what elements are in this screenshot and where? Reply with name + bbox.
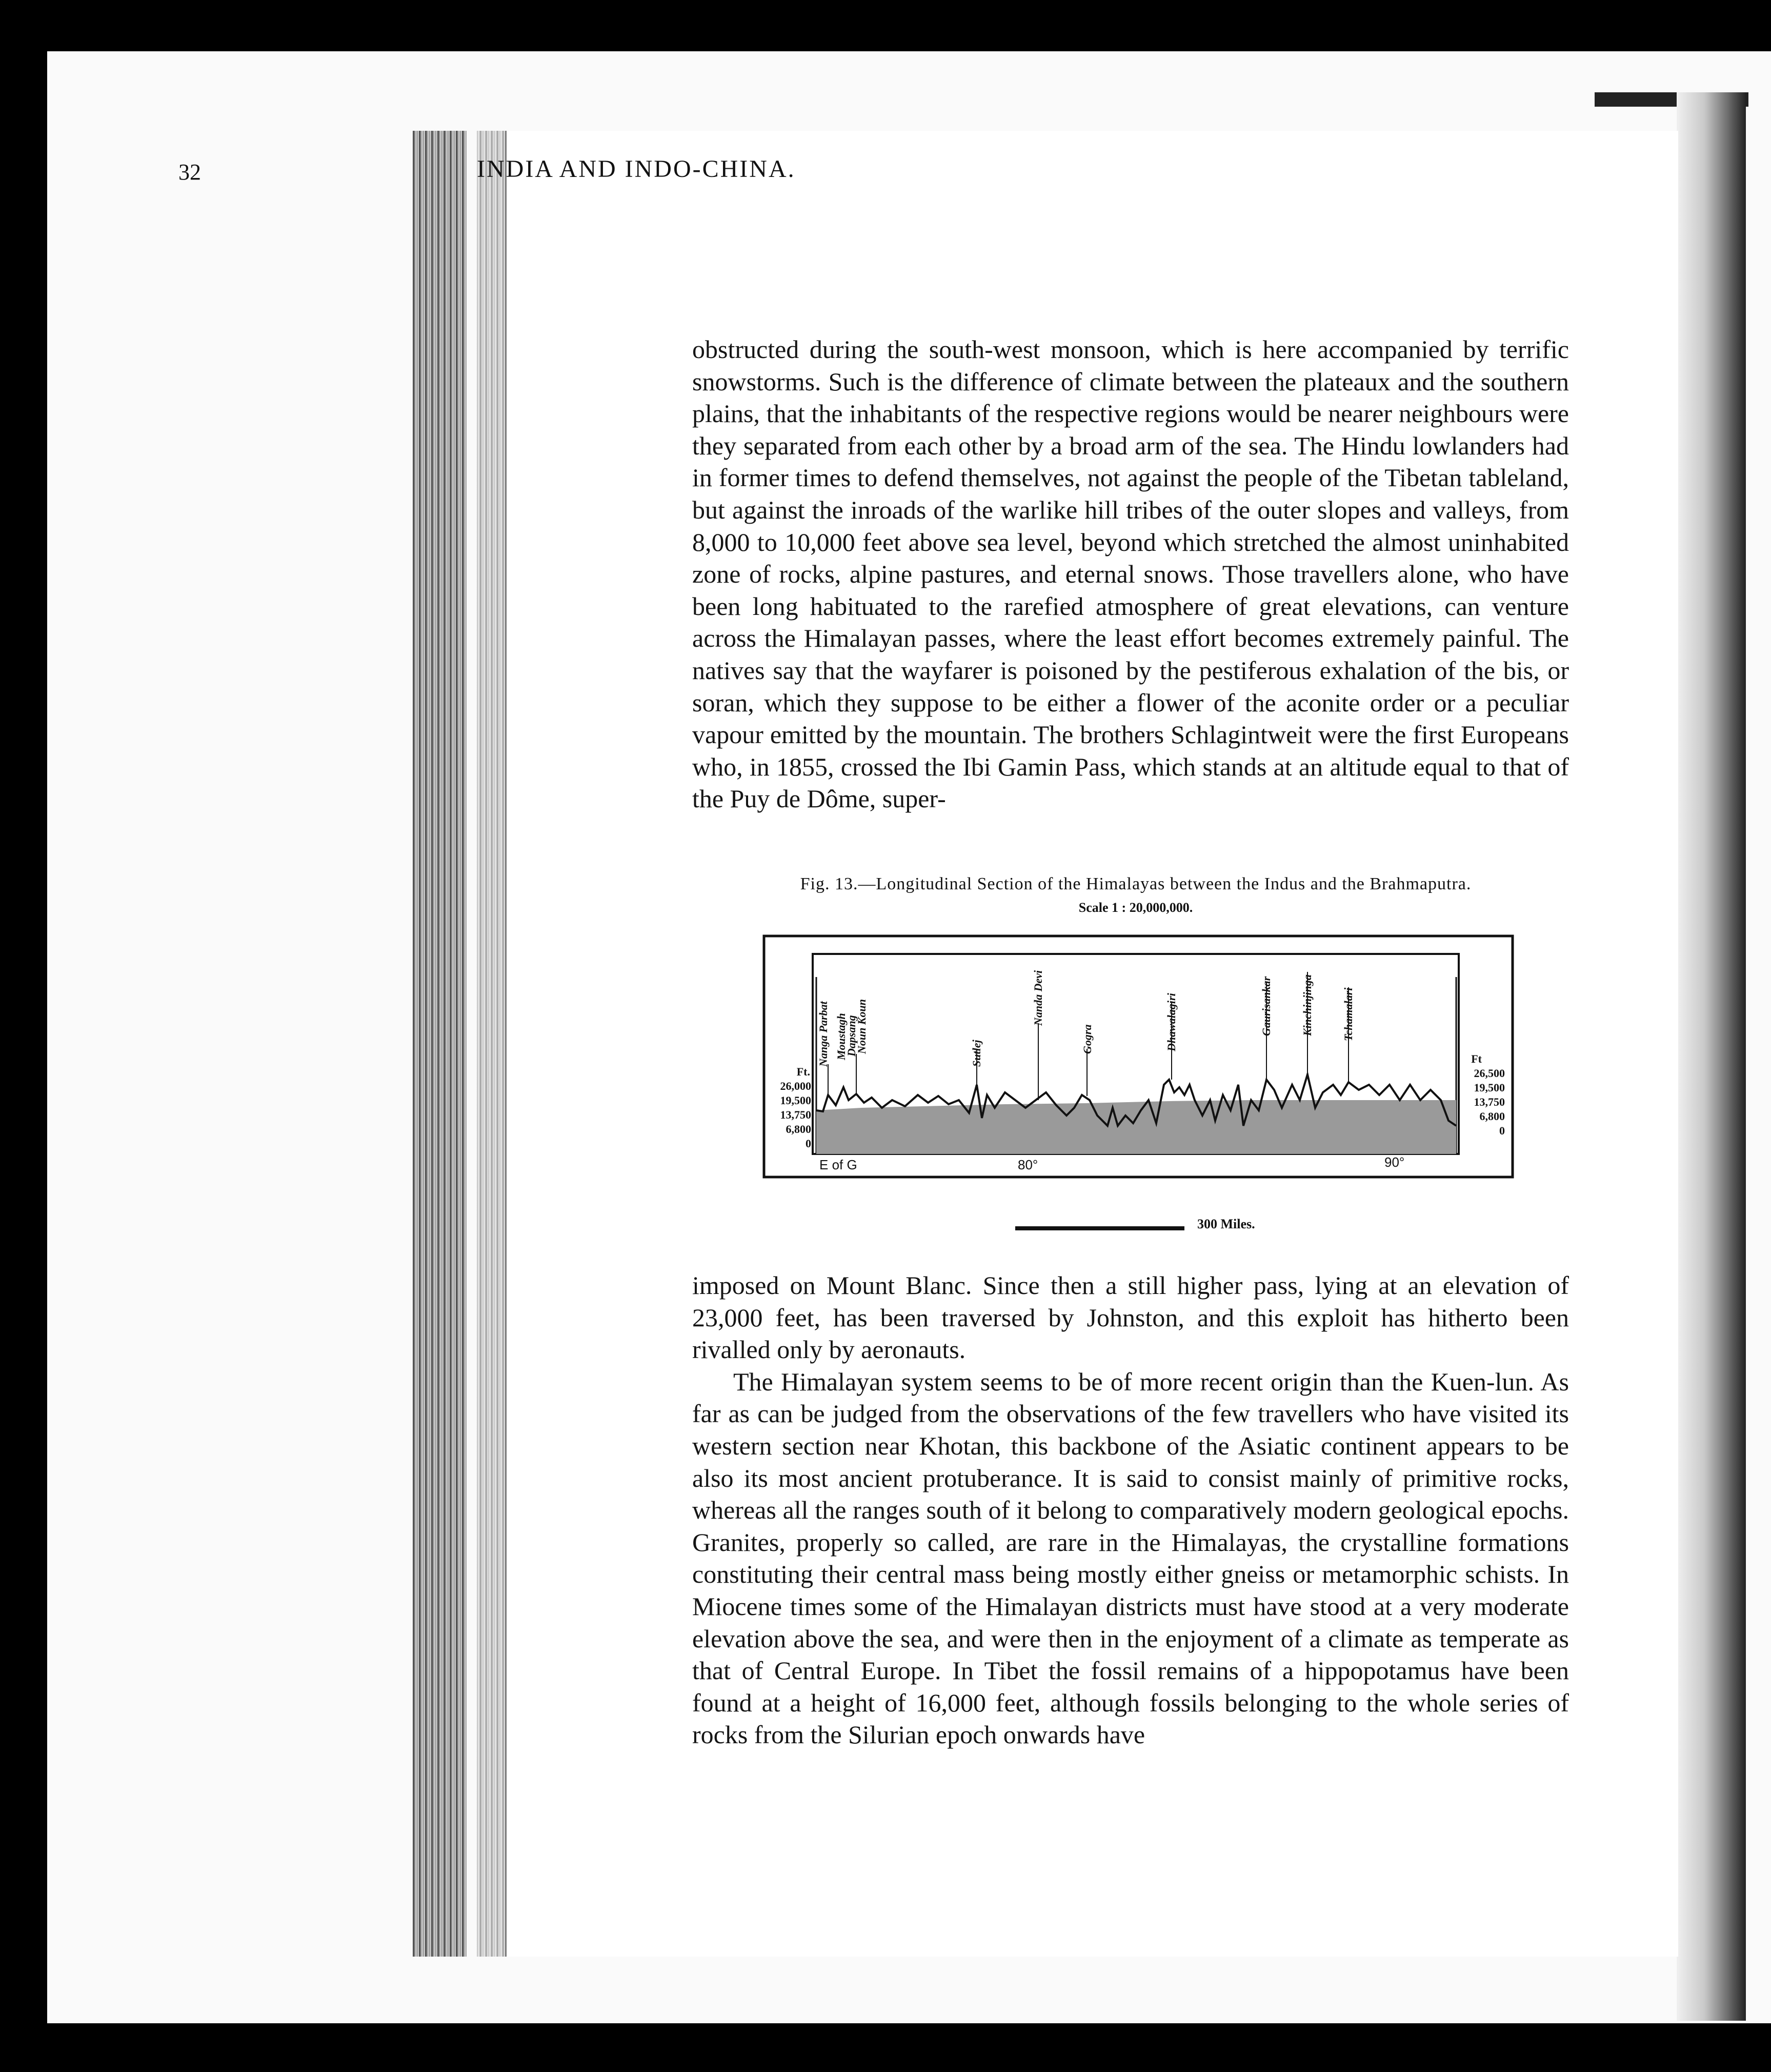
left-axis-tick: 0 xyxy=(806,1137,811,1150)
left-axis-tick: 19,500 xyxy=(780,1094,811,1107)
running-head: INDIA AND INDO-CHINA. xyxy=(477,155,796,183)
left-axis-tick: 6,800 xyxy=(786,1123,811,1135)
body-text-bottom xyxy=(692,1269,1569,1751)
peak-label: Nanda Devi xyxy=(1032,970,1044,1026)
himalaya-section-figure xyxy=(759,931,1518,1182)
peak-label: Dapsang xyxy=(845,1015,858,1057)
figure-caption: Fig. 13.—Longitudinal Section of the Himalayas between the Indus and the Brahmaputra. xyxy=(800,874,1472,893)
left-axis-labels xyxy=(780,1065,812,1150)
peak-label: Noun Koun xyxy=(855,999,868,1054)
peak-label: Dhawalagiri xyxy=(1165,993,1178,1051)
peak-label: Gaurisankar xyxy=(1260,976,1273,1036)
right-axis-tick: 26,500 xyxy=(1474,1067,1505,1080)
peak-label: Tchamalari xyxy=(1342,987,1355,1041)
left-axis-tick: 13,750 xyxy=(780,1108,811,1121)
right-axis-tick: 0 xyxy=(1499,1124,1505,1137)
book-page-edges-inner xyxy=(477,131,505,1957)
scale-bar-label: 300 Miles. xyxy=(1197,1217,1255,1231)
ground-shading xyxy=(816,1100,1456,1154)
peak-label: Moustagh xyxy=(835,1013,848,1060)
left-axis-tick: 26,000 xyxy=(780,1080,811,1092)
paragraph: The Himalayan system seems to be of more recent origin than the Kuen-lun. As far as can be judged from the observations of the few travellers who have visited its western section near Khotan, this backbone of the Asiatic continent appears to be also its most ancient protuberance. It is said to consist mainly of primitive rocks, whereas all the ranges south of it belong to comparatively modern geological epochs. Granites, properly so called, are rare in the Himalayas, the crystalline formations constituting their central mass being mostly either gneiss or metamorphic schists. In Miocene times some of the Himalayan districts must have stood at a very moderate elevation above the sea, and were then in the enjoyment of a climate as temperate as that of Central Europe. In Tibet the fossil remains of a hippopotamus have been found at a height of 16,000 feet, although fossils belonging to the whole series of rocks from the Silurian epoch onwards have xyxy=(692,1367,1569,1749)
book-page-edges-left xyxy=(413,131,467,1957)
paragraph: imposed on Mount Blanc. Since then a still higher pass, lying at an elevation of 23,000 feet, has been traversed by Johnston, and this exploit has hitherto been rivalled only by aeronauts. xyxy=(692,1271,1569,1364)
bottom-label: 90° xyxy=(1384,1154,1405,1170)
peak-label: Kinchinjinga xyxy=(1301,974,1314,1036)
book-page-edges-right xyxy=(1677,92,1746,2021)
right-axis-tick: 6,800 xyxy=(1479,1110,1505,1123)
scale-bar xyxy=(1015,1226,1184,1230)
right-axis-tick: 19,500 xyxy=(1474,1081,1505,1094)
paragraph: obstructed during the south-west monsoon, which is here accompanied by terrific snowstorms. Such is the difference of climate between the plateaux and the southern plains, that the inhabitants of the respective regions would be nearer neighbours were they separated from each other by a broad arm of the sea. The Hindu lowlanders had in former times to defend themselves, not against the people of the Tibetan tableland, but against the inroads of the warlike hill tribes of the outer slopes and valleys, from 8,000 to 10,000 feet above sea level, beyond which stretched the almost uninhabited zone of rocks, alpine pastures, and eternal snows. Those travellers alone, who have been long habituated to the rarefied atmosphere of great elevations, can venture across the Himalayan passes, where the least effort becomes extremely painful. The natives say that the wayfarer is poisoned by the pestiferous exhalation of the bis, or soran, which they suppose to be either a flower of the aconite order or a peculiar vapour emitted by the mountain. The brothers Schlagintweit were the first Europeans who, in 1855, crossed the Ibi Gamin Pass, which stands at an altitude equal to that of the Puy de Dôme, super- xyxy=(692,335,1569,813)
peak-label: Nanga Parbat xyxy=(817,1001,830,1067)
figure-scale: Scale 1 : 20,000,000. xyxy=(1078,900,1193,915)
left-axis-unit: Ft. xyxy=(796,1065,810,1078)
peak-label: Gogra xyxy=(1081,1024,1094,1054)
page-number: 32 xyxy=(178,160,201,185)
right-axis-tick: 13,750 xyxy=(1474,1095,1505,1108)
body-text-top xyxy=(692,333,1569,815)
bottom-label: 80° xyxy=(1018,1157,1038,1172)
peak-label: Sutlej xyxy=(970,1040,983,1067)
right-axis-labels xyxy=(1471,1052,1505,1137)
peak-labels xyxy=(817,970,1355,1067)
right-axis-unit: Ft xyxy=(1471,1052,1482,1065)
bottom-labels xyxy=(819,1154,1404,1172)
bottom-label: E of G xyxy=(819,1157,857,1172)
